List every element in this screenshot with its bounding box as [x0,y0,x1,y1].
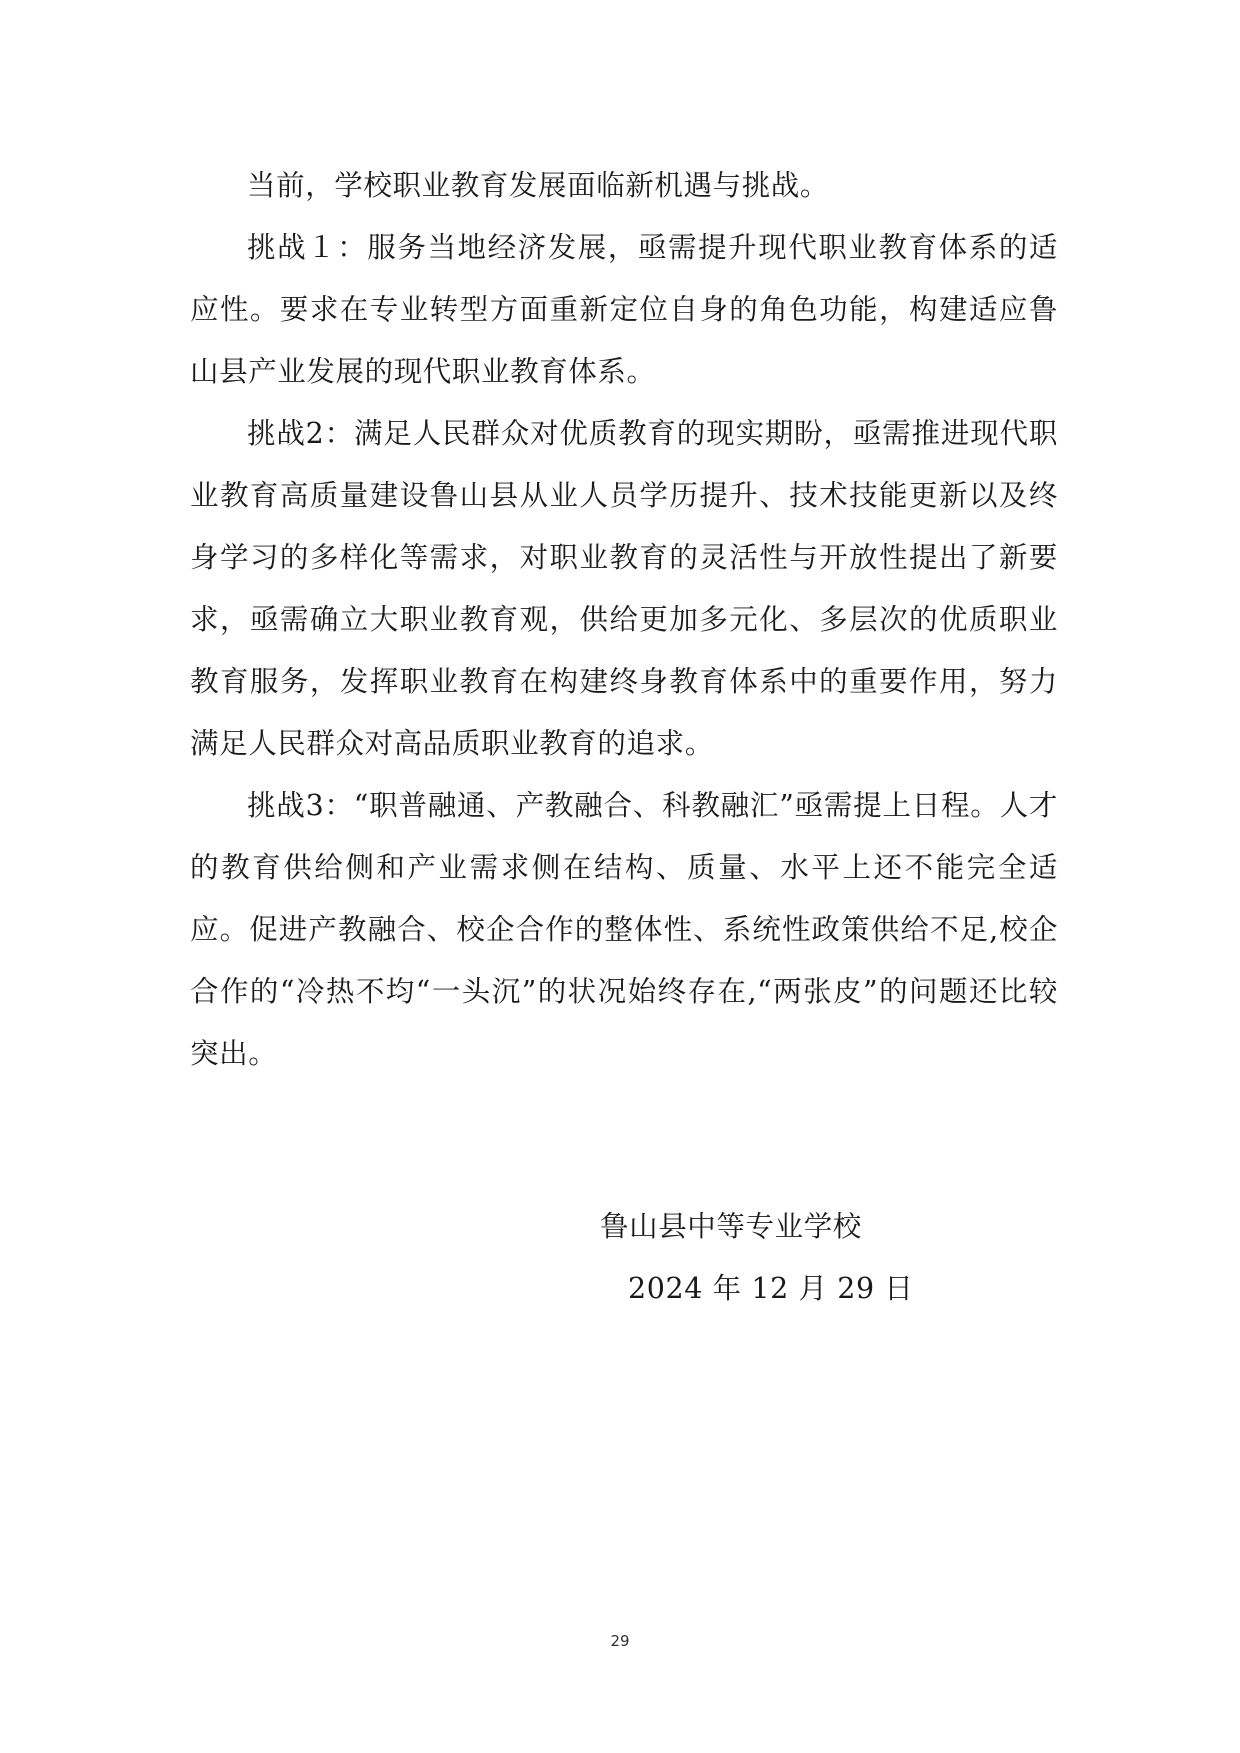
document-body [190,155,1058,1085]
signature-date: 2024 年 12 月 29 日 [628,1272,914,1305]
signature-block [600,1196,1020,1320]
signature-organization: 鲁山县中等专业学校 [600,1210,862,1243]
paragraph-intro: 当前，学校职业教育发展面临新机遇与挑战。 [247,169,830,202]
paragraph-challenge-1: 挑战１：服务当地经济发展，亟需提升现代职业教育体系的适应性。要求在专业转型方面重新定位自身的角色功能，构建适应鲁山县产业发展的现代职业教育体系。 [190,231,1058,388]
page-number: 29 [610,1632,630,1650]
paragraph-challenge-3: 挑战3：“职普融通、产教融合、科教融汇”亟需提上日程。人才的教育供给侧和产业需求侧在结构、质量、水平上还不能完全适应。促进产教融合、校企合作的整体性、系统性政策供给不足,校企合作的“冷热不均“一头沉”的状况始终存在,“两张皮”的问题还比较突出。 [190,789,1058,1070]
paragraph-challenge-2: 挑战2：满足人民群众对优质教育的现实期盼，亟需推进现代职业教育高质量建设鲁山县从业人员学历提升、技术技能更新以及终身学习的多样化等需求，对职业教育的灵活性与开放性提出了新要求，亟需确立大职业教育观，供给更加多元化、多层次的优质职业教育服务，发挥职业教育在构建终身教育体系中的重要作用，努力满足人民群众对高品质职业教育的追求。 [190,417,1058,760]
